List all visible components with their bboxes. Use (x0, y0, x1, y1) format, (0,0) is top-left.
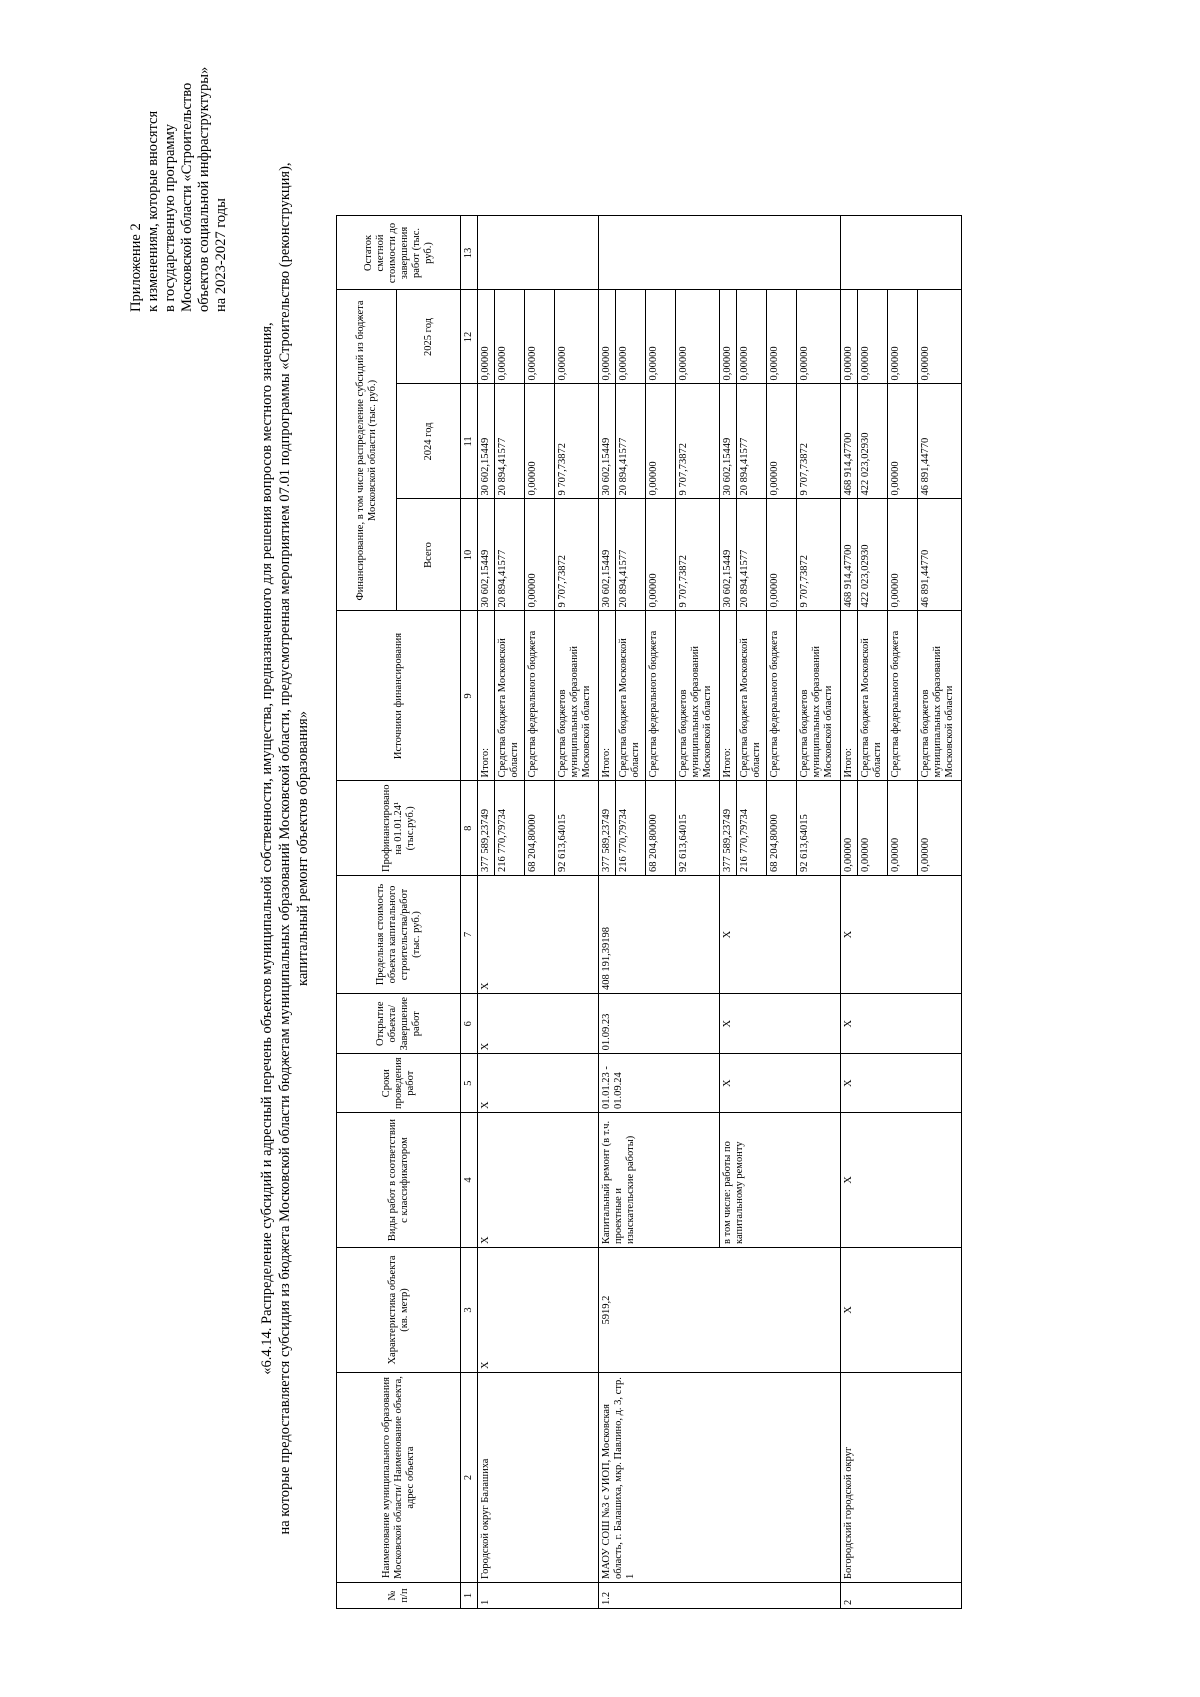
appendix-line: к изменениям, которые вносятся (145, 110, 161, 312)
financed-value: 377 589,23749 (478, 781, 495, 876)
year-2024-value: 468 914,47700 (841, 384, 858, 499)
remaining-cell (478, 216, 599, 290)
title-line: «6.4.14. Распределение субсидий и адресный перечень объектов муниципальной собственности, имущества, предназначенного для решения вопросов местного значения, (259, 322, 275, 1375)
remaining-cell (841, 216, 962, 290)
source-label: Средства федерального бюджета (525, 611, 555, 781)
source-label: Средства бюджетов муниципальных образований Московской области (555, 611, 599, 781)
header-2025: 2025 год (397, 290, 461, 384)
total-value: 20 894,41577 (737, 499, 767, 611)
source-label: Средства федерального бюджета (767, 611, 797, 781)
year-2024-value: 30 602,15449 (720, 384, 737, 499)
column-number-row (461, 216, 478, 1609)
title-line: капитальный ремонт объектов образования» (295, 711, 311, 986)
header-2024: 2024 год (397, 384, 461, 499)
year-2025-value: 0,00000 (599, 290, 616, 384)
source-label: Средства бюджета Московской области (616, 611, 646, 781)
year-2025-value: 0,00000 (495, 290, 525, 384)
financed-value: 216 770,79734 (616, 781, 646, 876)
x-mark: X (720, 994, 841, 1054)
appendix-note (128, 67, 230, 312)
year-2024-value: 20 894,41577 (737, 384, 767, 499)
x-mark: X (841, 876, 962, 994)
year-2024-value: 30 602,15449 (478, 384, 495, 499)
total-value: 20 894,41577 (616, 499, 646, 611)
column-number: 7 (461, 876, 478, 994)
year-2025-value: 0,00000 (797, 290, 841, 384)
appendix-line: на 2023-2027 годы (213, 198, 229, 312)
total-value: 9 707,73872 (797, 499, 841, 611)
financed-value: 68 204,80000 (646, 781, 676, 876)
source-label: Средства бюджета Московской области (495, 611, 525, 781)
source-label: Средства федерального бюджета (646, 611, 676, 781)
total-value: 422 023,02930 (858, 499, 888, 611)
column-number: 8 (461, 781, 478, 876)
year-2025-value: 0,00000 (841, 290, 858, 384)
column-number: 2 (461, 1373, 478, 1583)
year-2024-value: 9 707,73872 (555, 384, 599, 499)
year-2024-value: 0,00000 (888, 384, 918, 499)
opening-date: 01.09.23 (599, 994, 720, 1054)
total-value: 9 707,73872 (676, 499, 720, 611)
title-line: на которые предоставляется субсидия из бюджета Московской области бюджетам муниципальных образований Московской области, предусмотренная мероприятием 07.01 подпрограммы «Строительство (реконструкция), (277, 162, 293, 1535)
table-row (841, 216, 858, 1609)
year-2024-value: 0,00000 (525, 384, 555, 499)
header-work-terms: Сроки проведения работ (337, 1054, 461, 1113)
source-label: Итого: (841, 611, 858, 781)
header-opening: Открытие объекта/ Завершение работ (337, 994, 461, 1054)
total-value: 30 602,15449 (599, 499, 616, 611)
total-value: 30 602,15449 (720, 499, 737, 611)
x-mark: X (478, 876, 599, 994)
x-mark: X (841, 994, 962, 1054)
x-mark: X (841, 1054, 962, 1113)
year-2025-value: 0,00000 (720, 290, 737, 384)
source-label: Средства бюджетов муниципальных образований Московской области (797, 611, 841, 781)
header-remaining: Остаток сметной стоимости до завершения работ (тыс. руб.) (337, 216, 461, 290)
total-value: 46 891,44770 (918, 499, 962, 611)
header-financed: Профинансировано на 01.01.24¹ (тыс.руб.) (337, 781, 461, 876)
object-name: МАОУ СОШ №3 с УИОП, Московская область, г. Балашиха, мкр. Павлино, д. 3, стр. 1 (599, 1373, 841, 1583)
year-2024-value: 46 891,44770 (918, 384, 962, 499)
financed-value: 92 613,64015 (555, 781, 599, 876)
year-2025-value: 0,00000 (767, 290, 797, 384)
year-2024-value: 0,00000 (646, 384, 676, 499)
financed-value: 0,00000 (858, 781, 888, 876)
x-mark: X (720, 1054, 841, 1113)
financed-value: 0,00000 (918, 781, 962, 876)
year-2025-value: 0,00000 (676, 290, 720, 384)
x-mark: X (720, 876, 841, 994)
year-2025-value: 0,00000 (858, 290, 888, 384)
municipality-name: Богородский городской округ (841, 1373, 962, 1583)
header-object-area: Характеристика объекта (кв. метр) (337, 1248, 461, 1373)
source-label: Средства бюджета Московской области (737, 611, 767, 781)
year-2025-value: 0,00000 (478, 290, 495, 384)
work-type: Капитальный ремонт (в т.ч. проектные и изыскательские работы) (599, 1113, 720, 1248)
financed-value: 216 770,79734 (495, 781, 525, 876)
x-mark: X (478, 994, 599, 1054)
financed-value: 68 204,80000 (767, 781, 797, 876)
row-number: 1.2 (599, 1583, 841, 1609)
header-work-type: Виды работ в соответствии с классификатором (337, 1113, 461, 1248)
year-2024-value: 20 894,41577 (495, 384, 525, 499)
appendix-line: объектов социальной инфраструктуры» (196, 66, 212, 312)
x-mark: X (841, 1113, 962, 1248)
source-label: Средства бюджетов муниципальных образований Московской области (676, 611, 720, 781)
financed-value: 92 613,64015 (797, 781, 841, 876)
x-mark: X (841, 1248, 962, 1373)
total-value: 30 602,15449 (478, 499, 495, 611)
financed-value: 0,00000 (888, 781, 918, 876)
x-mark: X (478, 1248, 599, 1373)
source-label: Итого: (720, 611, 737, 781)
source-label: Средства бюджетов муниципальных образований Московской области (918, 611, 962, 781)
table-row (478, 216, 495, 1609)
subsidy-table (336, 215, 962, 1609)
year-2024-value: 30 602,15449 (599, 384, 616, 499)
row-number: 1 (478, 1583, 599, 1609)
year-2024-value: 0,00000 (767, 384, 797, 499)
appendix-line: Московской области «Строительство (179, 82, 195, 312)
financed-value: 216 770,79734 (737, 781, 767, 876)
x-mark: X (478, 1113, 599, 1248)
total-value: 20 894,41577 (495, 499, 525, 611)
column-number: 10 (461, 499, 478, 611)
work-terms: 01.01.23 - 01.09.24 (599, 1054, 720, 1113)
year-2025-value: 0,00000 (888, 290, 918, 384)
column-number: 5 (461, 1054, 478, 1113)
source-label: Средства бюджета Московской области (858, 611, 888, 781)
column-number: 6 (461, 994, 478, 1054)
total-value: 468 914,47700 (841, 499, 858, 611)
source-label: Средства федерального бюджета (888, 611, 918, 781)
year-2024-value: 9 707,73872 (676, 384, 720, 499)
document-title (258, 0, 312, 1697)
year-2024-value: 422 023,02930 (858, 384, 888, 499)
appendix-line: Приложение 2 (128, 223, 144, 312)
financed-value: 68 204,80000 (525, 781, 555, 876)
column-number: 11 (461, 384, 478, 499)
header-total: Всего (397, 499, 461, 611)
header-limit-cost: Предельная стоимость объекта капитального строительства/работ (тыс. руб.) (337, 876, 461, 994)
financed-value: 377 589,23749 (720, 781, 737, 876)
financed-value: 0,00000 (841, 781, 858, 876)
year-2025-value: 0,00000 (616, 290, 646, 384)
appendix-line: в государственную программу (162, 123, 178, 312)
municipality-name: Городской округ Балашиха (478, 1373, 599, 1583)
total-value: 9 707,73872 (555, 499, 599, 611)
source-label: Итого: (478, 611, 495, 781)
year-2025-value: 0,00000 (555, 290, 599, 384)
total-value: 0,00000 (888, 499, 918, 611)
year-2024-value: 9 707,73872 (797, 384, 841, 499)
row-number: 2 (841, 1583, 962, 1609)
financed-value: 92 613,64015 (676, 781, 720, 876)
total-value: 0,00000 (767, 499, 797, 611)
limit-cost: 408 191,39198 (599, 876, 720, 994)
x-mark: X (478, 1054, 599, 1113)
total-value: 0,00000 (525, 499, 555, 611)
remaining-cell (599, 216, 841, 290)
year-2025-value: 0,00000 (918, 290, 962, 384)
source-label: Итого: (599, 611, 616, 781)
header-number: № п/п (337, 1583, 461, 1609)
column-number: 1 (461, 1583, 478, 1609)
work-type-included: в том числе: работы по капитальному ремонту (720, 1113, 841, 1248)
column-number: 12 (461, 290, 478, 384)
year-2025-value: 0,00000 (525, 290, 555, 384)
header-object-name: Наименование муниципального образования Московской области/ Наименование объекта, адрес объекта (337, 1373, 461, 1583)
year-2025-value: 0,00000 (646, 290, 676, 384)
total-value: 0,00000 (646, 499, 676, 611)
column-number: 4 (461, 1113, 478, 1248)
object-area: 5919,2 (599, 1248, 841, 1373)
table-row (599, 216, 616, 1609)
header-sources: Источники финансирования (337, 611, 461, 781)
year-2024-value: 20 894,41577 (616, 384, 646, 499)
year-2025-value: 0,00000 (737, 290, 767, 384)
financed-value: 377 589,23749 (599, 781, 616, 876)
column-number: 9 (461, 611, 478, 781)
column-number: 13 (461, 216, 478, 290)
column-number: 3 (461, 1248, 478, 1373)
header-financing-group: Финансирование, в том числе распределение субсидий из бюджета Московской области (тыс. руб.) (337, 290, 397, 611)
